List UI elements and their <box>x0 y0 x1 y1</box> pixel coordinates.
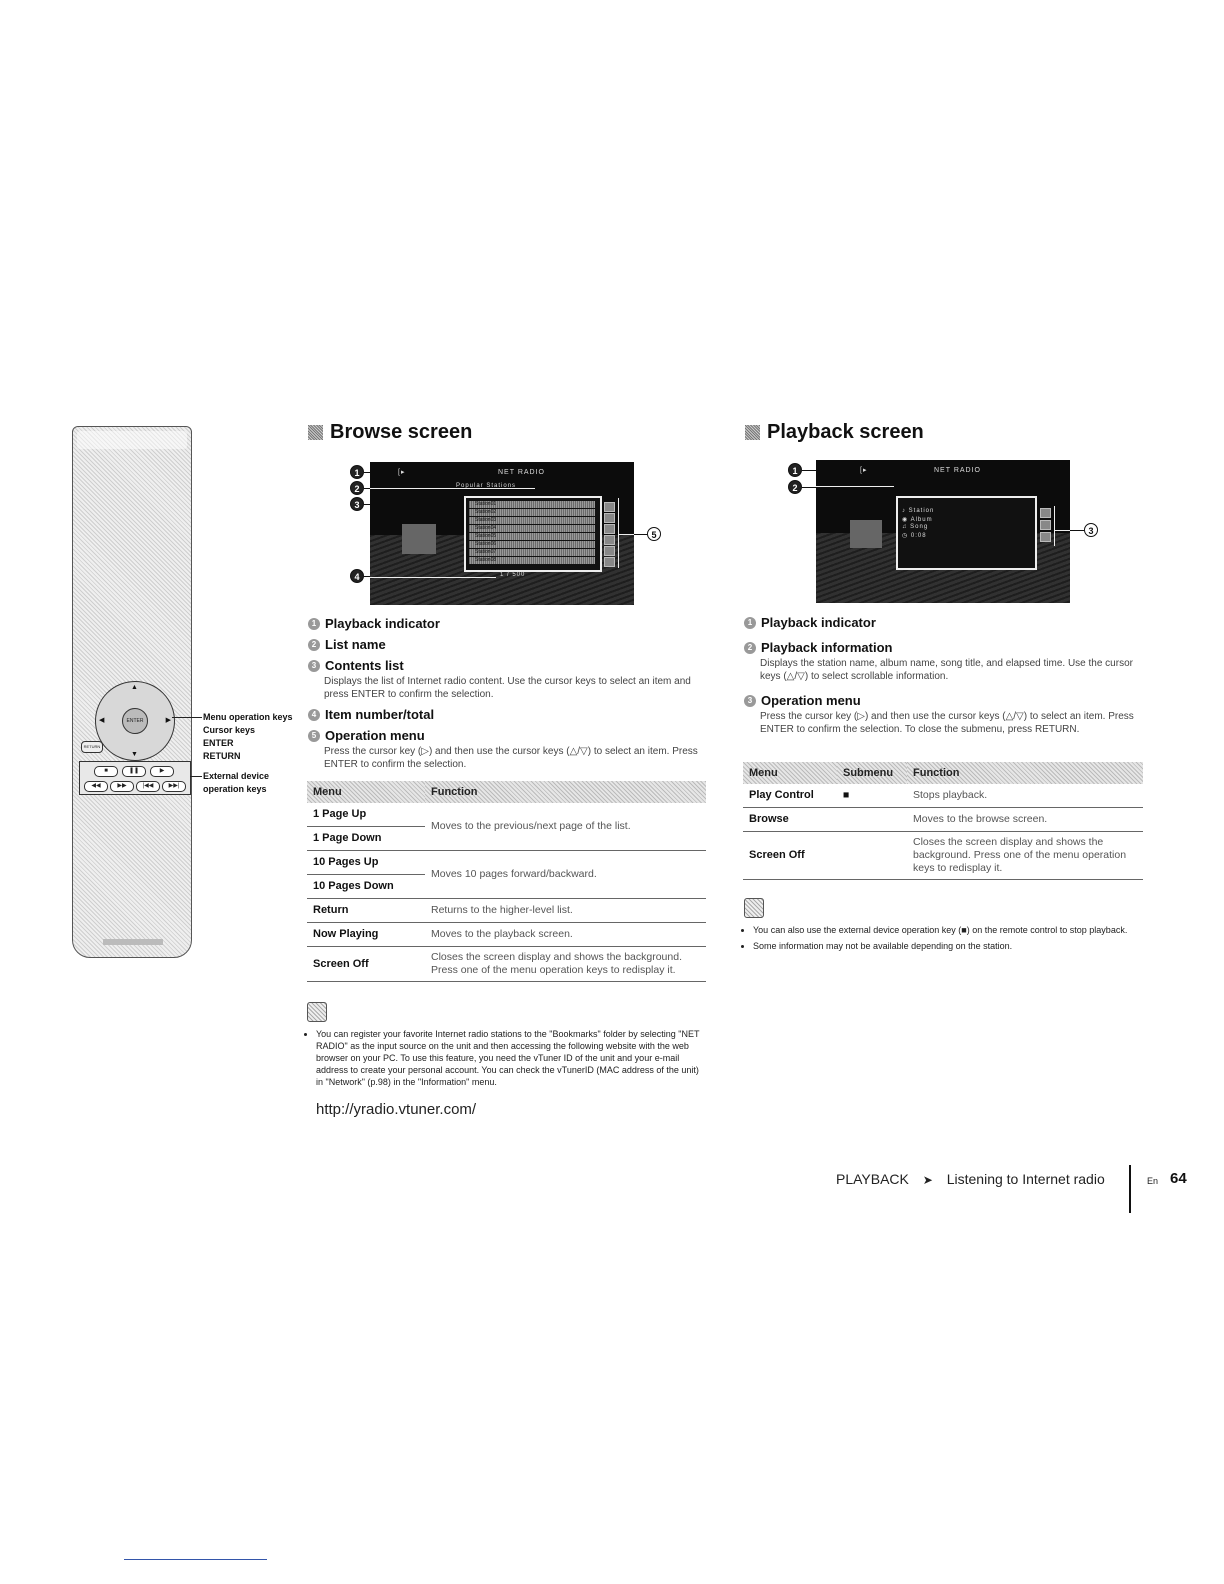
list-row: Station04 <box>469 525 595 532</box>
table-header-menu: Menu <box>307 781 425 803</box>
callout-number-2: 2 <box>788 480 802 494</box>
clock-icon: ◷ <box>902 533 911 539</box>
callout-number-1: 1 <box>788 463 802 477</box>
browse-item-playback-indicator <box>308 616 440 631</box>
browse-item-contents-list <box>308 658 404 673</box>
item-label: Playback indicator <box>325 616 440 631</box>
footer-divider <box>1129 1165 1131 1213</box>
playback-item-playback-information <box>744 640 892 655</box>
menu-cell: Now Playing <box>307 923 425 947</box>
table-row <box>743 808 1143 832</box>
info-text: Album <box>910 517 933 523</box>
section-square-icon <box>745 425 760 440</box>
menu-side-icon <box>604 557 615 567</box>
menu-side-icon <box>1040 520 1051 530</box>
function-cell: Returns to the higher-level list. <box>425 899 706 923</box>
menu-cell: Screen Off <box>743 832 837 880</box>
remote-enter-key: ENTER <box>122 708 148 734</box>
function-cell: Moves to the previous/next page of the list. <box>425 803 706 851</box>
item-number-badge: 1 <box>308 618 320 630</box>
menu-bracket <box>618 498 619 568</box>
album-icon: ◉ <box>902 517 911 523</box>
station-icon: ♪ <box>902 508 909 514</box>
menu-bracket-leader <box>1054 530 1070 531</box>
callout-menu-operation-keys: Menu operation keys <box>203 712 293 722</box>
callout-leader <box>634 534 647 535</box>
left-arrow-icon: ◀ <box>99 717 105 724</box>
callout-number-1: 1 <box>350 465 364 479</box>
function-cell: Moves 10 pages forward/backward. <box>425 851 706 899</box>
menu-bracket <box>1054 506 1055 546</box>
menu-cell: Browse <box>743 808 837 832</box>
info-time <box>902 532 927 539</box>
browse-screen-image <box>370 462 634 605</box>
table-header-function: Function <box>907 762 1143 784</box>
item-number-badge: 5 <box>308 730 320 742</box>
info-album <box>902 516 933 523</box>
menu-side-icon <box>604 535 615 545</box>
skip-forward-icon: ▶▶| <box>162 781 186 792</box>
hint-text: • Some information may not be available depending on the station. <box>753 940 1144 952</box>
remote-control-illustration <box>72 426 192 958</box>
list-row: Station07 <box>469 549 595 556</box>
footer-language: En <box>1147 1176 1159 1186</box>
table-row <box>307 947 706 982</box>
play-icon: ▶ <box>150 766 174 777</box>
playback-screen-image <box>816 460 1070 603</box>
menu-bracket-leader <box>618 534 634 535</box>
table-row <box>743 784 1143 808</box>
playback-hint-notes <box>744 924 1144 956</box>
callout-leader <box>364 488 370 489</box>
menu-cell: 10 Pages Up <box>307 851 425 875</box>
playback-info-panel <box>896 496 1037 570</box>
item-label: Playback indicator <box>761 615 876 630</box>
table-row <box>743 832 1143 880</box>
menu-cell: 10 Pages Down <box>307 875 425 899</box>
menu-cell: Screen Off <box>307 947 425 982</box>
down-arrow-icon: ▼ <box>131 751 138 758</box>
list-row: Station06 <box>469 541 595 548</box>
callout-leader <box>364 472 370 473</box>
callout-leader <box>802 470 816 471</box>
table-header-function: Function <box>425 781 706 803</box>
remote-dpad <box>95 681 175 761</box>
submenu-cell <box>837 808 907 832</box>
playback-screen-title: Playback screen <box>767 421 924 443</box>
hint-icon <box>744 898 764 918</box>
fast-forward-icon: ▶▶ <box>110 781 134 792</box>
info-text: Song <box>910 524 929 530</box>
footer-section: PLAYBACK <box>836 1171 909 1187</box>
menu-side-icon <box>604 502 615 512</box>
footer-topic: Listening to Internet radio <box>946 1171 1105 1187</box>
callout-line-menu <box>172 717 202 718</box>
section-square-icon <box>308 425 323 440</box>
breadcrumb-arrow-icon: ➤ <box>922 1173 933 1187</box>
item-label: Operation menu <box>325 728 425 743</box>
list-row: Station05 <box>469 533 595 540</box>
callout-leader <box>1070 530 1084 531</box>
callout-number-2: 2 <box>350 481 364 495</box>
hint-icon <box>307 1002 327 1022</box>
browse-item-list-name <box>308 637 386 652</box>
callout-leader <box>364 576 370 577</box>
playback-item-operation-menu <box>744 693 861 708</box>
submenu-cell <box>837 832 907 880</box>
list-row: Station02 <box>469 509 595 516</box>
album-art-image <box>850 520 882 548</box>
item-label: Operation menu <box>761 693 861 708</box>
table-row <box>307 851 706 875</box>
menu-side-icon <box>1040 508 1051 518</box>
item-number-badge: 1 <box>744 617 756 629</box>
info-leader <box>816 486 894 487</box>
callout-external-device: External device <box>203 771 270 781</box>
playback-menu-table <box>743 762 1143 880</box>
table-header-submenu: Submenu <box>837 762 907 784</box>
hint-text: • You can also use the external device operation key (■) on the remote control to stop playback. <box>753 924 1144 936</box>
skip-back-icon: |◀◀ <box>136 781 160 792</box>
callout-enter: ENTER <box>203 738 234 748</box>
info-station <box>902 508 934 514</box>
right-arrow-icon: ▶ <box>165 717 171 724</box>
vtuner-url: http://yradio.vtuner.com/ <box>316 1101 477 1118</box>
item-label: Playback information <box>761 640 893 655</box>
song-icon: ♫ <box>902 524 911 530</box>
stop-icon: ■ <box>837 784 907 808</box>
callout-leader <box>802 487 816 488</box>
album-art-image <box>402 524 436 554</box>
menu-cell: 1 Page Up <box>307 803 425 827</box>
remote-external-keys <box>79 761 191 795</box>
browse-item-operation-menu <box>308 728 425 743</box>
table-header-menu: Menu <box>743 762 837 784</box>
playback-screen-heading <box>745 421 924 444</box>
table-row <box>307 803 706 827</box>
callout-operation-keys: operation keys <box>203 784 267 794</box>
stop-icon: ■ <box>94 766 118 777</box>
item-label: List name <box>325 637 386 652</box>
info-text: Station <box>908 508 935 514</box>
function-cell: Closes the screen display and shows the background. Press one of the menu operation keys to redisplay it. <box>425 947 706 982</box>
function-cell: Stops playback. <box>907 784 1143 808</box>
operation-menu-description: Press the cursor key (▷) and then use the cursor keys (△/▽) to select an item. Press ENTER to confirm the selection. <box>324 746 698 770</box>
table-row <box>307 923 706 947</box>
remote-return-key: RETURN <box>81 741 103 753</box>
item-counter: 1 / 500 <box>500 572 526 578</box>
list-name-label: Popular Stations <box>456 483 517 489</box>
callout-cursor-keys: Cursor keys <box>203 725 256 735</box>
hint-text: • You can register your favorite Internet radio stations to the "Bookmarks" folder by selecting "NET RADIO" as the input source on the unit and then accessing the following website with the web browser on your PC. To use this feature, you need the vTuner ID of the unit and your e-mail address to create your personal account. You can check the vTunerID (MAC address of the unit) in "Network" (p.98) in the "Information" menu. <box>316 1028 707 1088</box>
item-label: Contents list <box>325 658 404 673</box>
item-number-badge: 4 <box>308 709 320 721</box>
callout-line-external <box>190 776 202 777</box>
pause-icon: ❚❚ <box>122 766 146 777</box>
contents-list-description: Displays the list of Internet radio content. Use the cursor keys to select an item and press ENTER to confirm the selection. <box>324 676 691 700</box>
list-row: Station03 <box>469 517 595 524</box>
playback-item-playback-indicator <box>744 615 876 630</box>
table-row <box>307 899 706 923</box>
callout-number-5: 5 <box>647 527 661 541</box>
menu-side-icon <box>604 524 615 534</box>
item-label: Item number/total <box>325 707 435 722</box>
callout-number-4: 4 <box>350 569 364 583</box>
function-cell: Closes the screen display and shows the background. Press one of the menu operation keys to redisplay it. <box>907 832 1143 880</box>
counter-leader <box>370 577 496 578</box>
remote-top-panel <box>77 431 187 449</box>
list-row: Station08 <box>469 557 595 564</box>
rewind-icon: ◀◀ <box>84 781 108 792</box>
browse-screen-title: Browse screen <box>330 421 473 443</box>
browse-item-number-total <box>308 707 434 722</box>
remote-brand-logo <box>103 939 163 945</box>
menu-cell: 1 Page Down <box>307 827 425 851</box>
contents-list-panel <box>464 496 602 572</box>
list-row: Station01 <box>469 501 595 508</box>
menu-side-icon <box>1040 532 1051 542</box>
playback-indicator-icon: [▸ <box>860 467 868 474</box>
function-cell: Moves to the browse screen. <box>907 808 1143 832</box>
screen-header-label: NET RADIO <box>934 467 981 474</box>
bottom-rule <box>124 1559 267 1560</box>
browse-menu-table <box>307 781 706 982</box>
browse-hint-note <box>307 1028 707 1092</box>
callout-leader <box>364 504 370 505</box>
item-number-badge: 3 <box>308 660 320 672</box>
info-song <box>902 524 928 530</box>
playback-information-description: Displays the station name, album name, song title, and elapsed time. Use the cursor keys (△/▽) to select scrollable information. <box>760 658 1133 682</box>
menu-cell: Play Control <box>743 784 837 808</box>
callout-number-3: 3 <box>1084 523 1098 537</box>
callout-return: RETURN <box>203 751 241 761</box>
footer-breadcrumb <box>836 1171 1105 1187</box>
playback-operation-menu-description: Press the cursor key (▷) and then use the cursor keys (△/▽) to select an item. Press ENTER to confirm the selection. To close the submenu, press RETURN. <box>760 711 1134 735</box>
menu-cell: Return <box>307 899 425 923</box>
up-arrow-icon: ▲ <box>131 684 138 691</box>
browse-screen-heading <box>308 421 472 444</box>
screen-header-label: NET RADIO <box>498 469 545 476</box>
item-number-badge: 2 <box>308 639 320 651</box>
menu-side-icon <box>604 546 615 556</box>
callout-number-3: 3 <box>350 497 364 511</box>
function-cell: Moves to the playback screen. <box>425 923 706 947</box>
info-text: 0:08 <box>910 533 927 539</box>
item-number-badge: 3 <box>744 695 756 707</box>
playback-indicator-icon: [▸ <box>398 469 406 476</box>
menu-side-icon <box>604 513 615 523</box>
item-number-badge: 2 <box>744 642 756 654</box>
page-number: 64 <box>1170 1170 1187 1187</box>
